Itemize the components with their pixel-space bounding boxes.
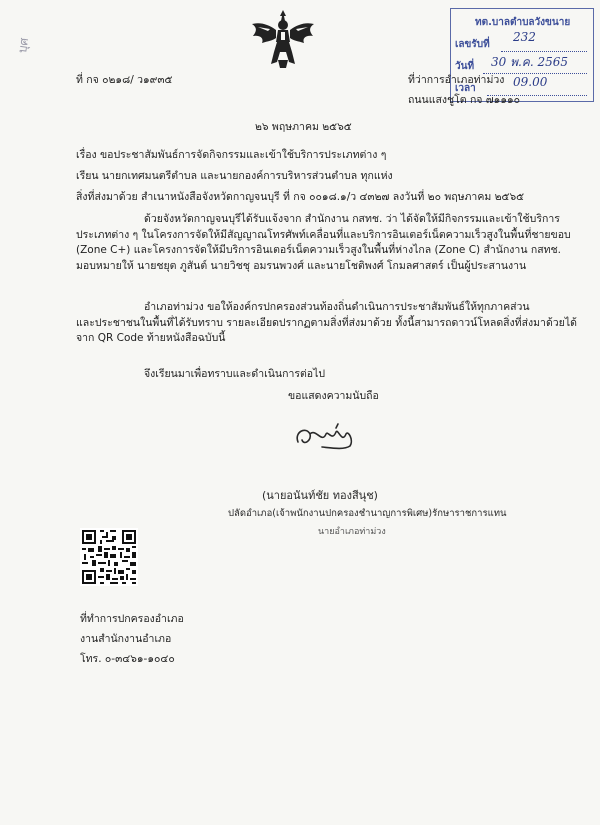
footer-line2: งานสำนักงานอำเภอ — [80, 633, 172, 645]
paragraph-1-line: มอบหมายให้ นายชยุต ภูสันต์ นายวิชชุ อมรนพวงศ์ และนายโชติพงศ์ โกมลศาสตร์ เป็นผู้ประสานงาน — [76, 259, 527, 272]
paragraph-2-line: และประชาชนในพื้นที่ได้รับทราบ รายละเอียดปรากฏตามสิ่งที่ส่งมาด้วย ทั้งนี้สามารถดาวน์โหลดสิ่งที่ส่งมาด้วยได้ — [76, 316, 577, 329]
stamp-title: ทต.บาลตำบลวังขนาย — [475, 17, 571, 28]
signer-position: ปลัดอำเภอ(เจ้าพนักงานปกครองชำนาญการพิเศษ)รักษาราชการแทน — [228, 508, 507, 519]
footer-line3: โทร. ๐-๓๔๖๑-๑๐๔๐ — [80, 653, 175, 665]
paragraph-2-line: จาก QR Code ท้ายหนังสือฉบับนี้ — [76, 332, 226, 344]
signature-icon — [292, 420, 364, 454]
doc-date: ๒๖ พฤษภาคม ๒๕๖๕ — [255, 121, 352, 133]
margin-note: บุศ — [15, 36, 32, 54]
receiving-stamp — [450, 8, 594, 102]
paragraph-1-line: ประเภทต่าง ๆ ในโครงการจัดให้มีสัญญาณโทรศัพท์เคลื่อนที่และบริการอินเตอร์เน็ตความเร็วสูงในพื้นที่ชายขอบ — [76, 228, 571, 241]
subject: เรื่อง ขอประชาสัมพันธ์การจัดกิจกรรมและเข้าใช้บริการประเภทต่าง ๆ — [76, 149, 387, 161]
footer-line1: ที่ทำการปกครองอำเภอ — [80, 613, 184, 625]
signer-position-2: นายอำเภอท่าม่วง — [318, 527, 386, 537]
paragraph-1 — [76, 212, 571, 274]
paragraph-2-line: อำเภอท่าม่วง ขอให้องค์กรปกครองส่วนท้องถิ่นดำเนินการประชาสัมพันธ์ให้ทุกภาคส่วน — [144, 301, 530, 313]
paragraph-1-line: ด้วยจังหวัดกาญจนบุรีได้รับแจ้งจาก สำนักงาน กสทช. ว่า ได้จัดให้มีกิจกรรมและเข้าใช้บริการ — [144, 213, 560, 225]
doc-number: ที่ กจ ๐๒๑๘/ ว๑๙๓๕ — [76, 74, 173, 86]
closing: จึงเรียนมาเพื่อทราบและดำเนินการต่อไป — [144, 368, 326, 380]
garuda-emblem-icon — [250, 8, 316, 70]
signer-name: (นายอนันท์ชัย ทองสีนุช) — [262, 489, 378, 502]
stamp-received-value: 232 — [513, 30, 536, 44]
office-line2: ถนนแสงชูโต กจ ๗๑๑๑๐ — [408, 94, 521, 106]
regards: ขอแสดงความนับถือ — [288, 390, 379, 402]
paragraph-1-line: (Zone C+) และโครงการจัดให้มีบริการอินเตอร์เน็ตความเร็วสูงในพื้นที่ห่างไกล (Zone C) สำนักงาน กสทช. — [76, 244, 561, 256]
addressee: เรียน นายกเทศมนตรีตำบล และนายกองค์การบริหารส่วนตำบล ทุกแห่ง — [76, 170, 393, 182]
stamp-time-value: 09.00 — [513, 75, 548, 89]
stamp-time-label: เวลา — [455, 83, 476, 94]
office-line1: ที่ว่าการอำเภอท่าม่วง — [408, 74, 505, 86]
enclosure: สิ่งที่ส่งมาด้วย สำเนาหนังสือจังหวัดกาญจนบุรี ที่ กจ ๐๐๑๘.๑/ว ๔๓๒๗ ลงวันที่ ๒๐ พฤษภาคม ๒๕๖๕ — [76, 191, 525, 203]
stamp-date-value: 30 พ.ค. 2565 — [491, 55, 569, 69]
paragraph-2 — [76, 300, 577, 347]
stamp-received-label: เลขรับที่ — [455, 39, 490, 50]
stamp-date-label: วันที่ — [455, 61, 475, 72]
qr-code-icon — [80, 528, 138, 586]
